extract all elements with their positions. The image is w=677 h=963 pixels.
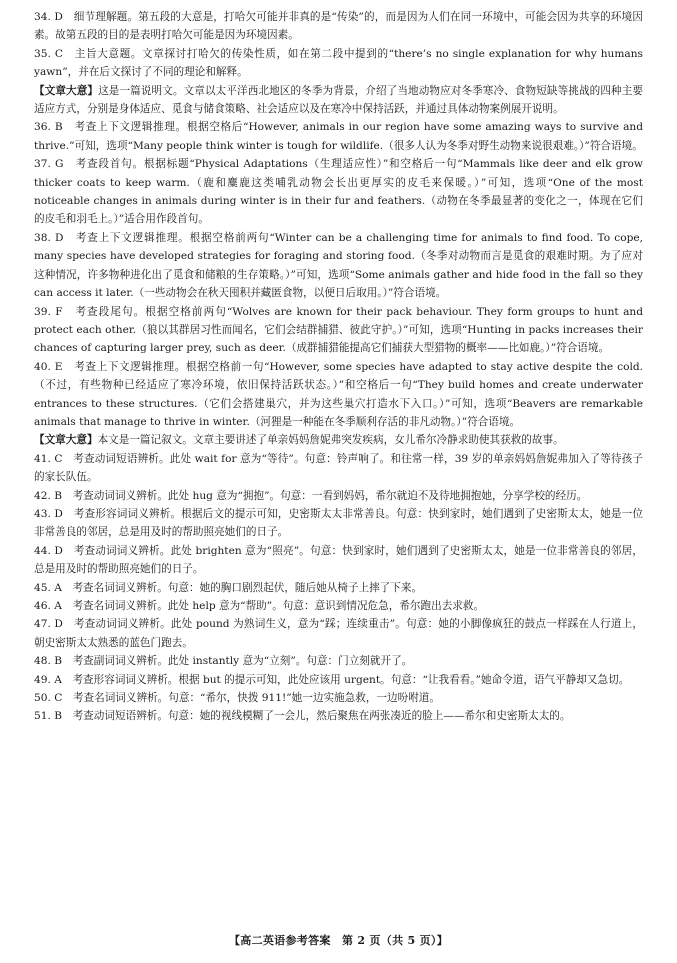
answer-item-50: 50. C 考查名词词义辨析。句意：“希尔，快拨 911!”她一边实施急救，一边吩咐道。 xyxy=(34,692,440,705)
answer-item-44: 44. D 考查动词词义辨析。此处 brighten 意为“照亮”。句意：快到家时，她们遇到了史密斯太太，她是一位非常善良的邻居，总是用及时的帮助照亮她们的日子。 xyxy=(34,544,643,576)
answer-item-42: 42. B 考查动词词义辨析。此处 hug 意为“拥抱”。句意：一看到妈妈，希尔就迫不及待地拥抱她，分享学校的经历。 xyxy=(34,489,588,502)
summary-tag: 【文章大意】 xyxy=(34,434,98,447)
answer-item-41: 41. C 考查动词短语辨析。此处 wait for 意为“等待”。句意：铃声响了。和往常一样，39 岁的单亲妈妈詹妮弗加入了等待孩子的家长队伍。 xyxy=(34,452,643,484)
answer-item-40: 40. E 考查上下文逻辑推理。根据空格前一句“However, some species have adapted to stay active despite the cold.（不过，有些物种已经适应了寒冷环境，依旧保持活跃状态。）”和空格后一句“They build homes and create underwater entrances to these structures.（它们会搭建巢穴，并为这些巢穴打造水下入口。）”可知，选项“Beavers are remarkable animals that manage to thrive in winter.（河狸是一种能在冬季顺利存活的非凡动物。）”符合语境。 xyxy=(34,360,643,428)
passage-summary-c xyxy=(34,82,643,119)
answer-item-43: 43. D 考查形容词词义辨析。根据后文的提示可知，史密斯太太非常善良。句意：快到家时，她们遇到了史密斯太太，她是一位非常善良的邻居，总是用及时的帮助照亮她们的日子。 xyxy=(34,507,643,539)
passage-summary-cloze xyxy=(34,431,643,449)
answer-item-34: 34. D 细节理解题。第五段的大意是，打哈欠可能并非真的是“传染”的，而是因为人们在同一环境中，可能会因为共享的环境因素。故第五段的目的是表明打哈欠可能是因为环境因素。 xyxy=(34,11,643,42)
page-footer: 【高二英语参考答案 第 2 页（共 5 页）】 xyxy=(228,934,449,947)
summary-tag: 【文章大意】 xyxy=(34,84,99,97)
answer-item-47: 47. D 考查动词词义辨析。此处 pound 为熟词生义，意为“踩；连续重击”。句意：她的小脚像疯狂的鼓点一样踩在人行道上，朝史密斯太太熟悉的蓝色门跑去。 xyxy=(34,618,643,649)
answer-item-35: 35. C 主旨大意题。文章探讨打哈欠的传染性质，如在第二段中提到的“there’s no single explanation for why humans yawn”，并在后文探讨了不同的理论和解释。 xyxy=(34,47,643,79)
summary-text: 这是一篇说明文。文章以太平洋西北地区的冬季为背景，介绍了当地动物应对冬季寒冷、食物短缺等挑战的四种主要适应方式，分别是身体适应、觅食与储食策略、社会适应以及在寒冷中保持活跃，并通过具体动物案例展开说明。 xyxy=(34,84,644,116)
answer-item-39: 39. F 考查段尾句。根据空格前两句“Wolves are known for their pack behaviour. They form groups to hunt and protect each other.（狼以其群居习性而闻名，它们会结群捕猎、彼此守护。）”可知，选项“Hunting in packs increases their chances of capturing larger prey, such as deer.（成群捕猎能提高它们捕获大型猎物的概率——比如鹿。）”符合语境。 xyxy=(34,305,643,355)
answer-item-46: 46. A 考查名词词义辨析。此处 help 意为“帮助”。句意：意识到情况危急，希尔跑出去求救。 xyxy=(34,600,485,612)
answer-item-49: 49. A 考查形容词词义辨析。根据 but 的提示可知，此处应该用 urgent。句意：“让我看看。”她命令道，语气平静却又急切。 xyxy=(34,673,630,686)
answer-item-51: 51. B 考查动词短语辨析。句意：她的视线模糊了一会儿，然后聚焦在两张凑近的脸上——希尔和史密斯太太的。 xyxy=(34,710,571,723)
answer-item-45: 45. A 考查名词词义辨析。句意：她的胸口剧烈起伏，随后她从椅子上摔了下来。 xyxy=(34,581,423,594)
answer-list xyxy=(34,8,643,726)
answer-item-38: 38. D 考查上下文逻辑推理。根据空格前两句“Winter can be a challenging time for animals to find food. To cope, many species have developed strategies for foraging and storing food.（冬季对动物而言是觅食的艰难时期。为了应对这种情况，许多物种进化出了觅食和储粮的生存策略。）”可知，选项“Some animals gather and hide food in the fall so they can access it later.（一些动物会在秋天囤积并藏匿食物，以便日后取用。）”符合语境。 xyxy=(34,231,643,300)
answer-item-48: 48. B 考查副词词义辨析。此处 instantly 意为“立刻”。句意：门立刻就开了。 xyxy=(34,655,413,668)
answer-item-37: 37. G 考查段首句。根据标题“Physical Adaptations（生理适应性）”和空格后一句“Mammals like deer and elk grow thicker coats to keep warm.（鹿和麋鹿这类哺乳动物会长出更厚实的皮毛来保暖。）”可知，选项“One of the most noticeable changes in animals during winter is in their fur and feathers.（动物在冬季最显著的变化之一，体现在它们的皮毛和羽毛上。）”适合用作段首句。 xyxy=(34,158,643,226)
summary-text: 本文是一篇记叙文。文章主要讲述了单亲妈妈詹妮弗突发疾病，女儿希尔冷静求助使其获救的故事。 xyxy=(97,434,564,447)
answer-item-36: 36. B 考查上下文逻辑推理。根据空格后“However, animals in our region have some amazing ways to survive and thrive.”可知，选项“Many people think winter is tough for wildlife.（很多人认为冬季对野生动物来说很艰难。）”符合语境。 xyxy=(34,121,643,152)
